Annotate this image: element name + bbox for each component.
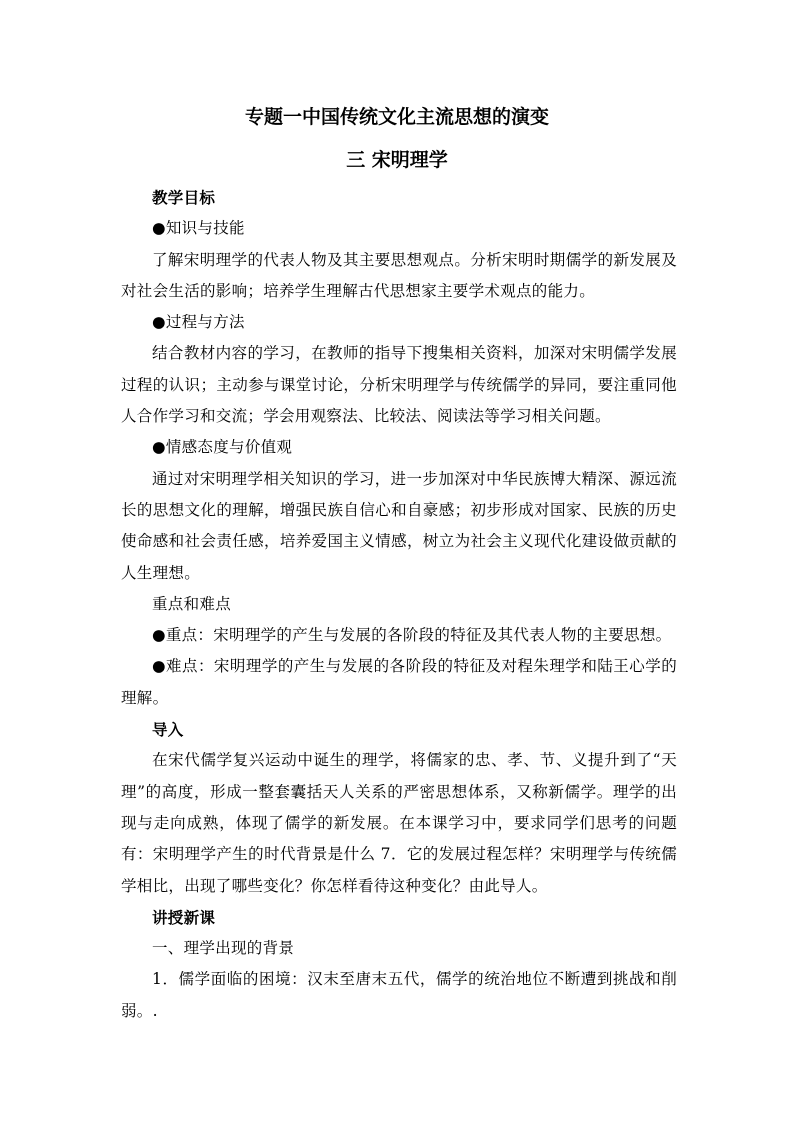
paragraph: 结合教材内容的学习，在教师的指导下搜集相关资料，加深对宋明儒学发展过程的认识；主动参与课堂讨论，分析宋明理学与传统儒学的异同，要注重同他人合作学习和交流；学会用观察法、比较法、阅读法等学习相关问题。 <box>121 344 677 426</box>
paragraph: 通过对宋明理学相关知识的学习，进一步加深对中华民族博大精深、源远流长的思想文化的理解，增强民族自信心和自豪感；初步形成对国家、民族的历史使命感和社会责任感，培养爱国主义情感，树立为社会主义现代化建设做贡献的人生理想。 <box>121 469 677 582</box>
paragraph: 了解宋明理学的代表人物及其主要思想观点。分析宋明时期儒学的新发展及对社会生活的影响；培养学生理解古代思想家主要学术观点的能力。 <box>121 250 677 300</box>
document-title: 专题一中国传统文化主流思想的演变 <box>244 106 549 128</box>
paragraph: ●难点：宋明理学的产生与发展的各阶段的特征及对程朱理学和陆王心学的理解。 <box>121 657 677 707</box>
paragraph: ●重点：宋明理学的产生与发展的各阶段的特征及其代表人物的主要思想。 <box>152 626 672 645</box>
paragraph: ●过程与方法 <box>152 313 245 332</box>
paragraph: 讲授新课 <box>152 907 216 927</box>
paragraph: 重点和难点 <box>152 594 232 613</box>
paragraph: 导入 <box>152 720 184 740</box>
lesson-subtitle: 三 宋明理学 <box>346 149 448 171</box>
paragraph: 一、理学出现的背景 <box>152 939 295 958</box>
paragraph: 在宋代儒学复兴运动中诞生的理学，将儒家的忠、孝、节、义提升到了“天理”的高度，形成一整套囊括天人关系的严密思想体系，又称新儒学。理学的出现与走向成熟，体现了儒学的新发展。在本课学习中，要求同学们思考的问题有：宋明理学产生的时代背景是什么 7．它的发展过程怎样？宋明理学与传统儒学相比，出现了哪些变化？你怎样看待这种变化？由此导人。 <box>121 751 677 895</box>
paragraph: 1．儒学面临的困境：汉末至唐末五代，儒学的统治地位不断遭到挑战和削弱。. <box>121 970 677 1020</box>
paragraph: ●情感态度与价值观 <box>152 438 293 457</box>
paragraph: ●知识与技能 <box>152 219 245 238</box>
document-body <box>121 182 677 1027</box>
paragraph: 教学目标 <box>152 188 216 207</box>
